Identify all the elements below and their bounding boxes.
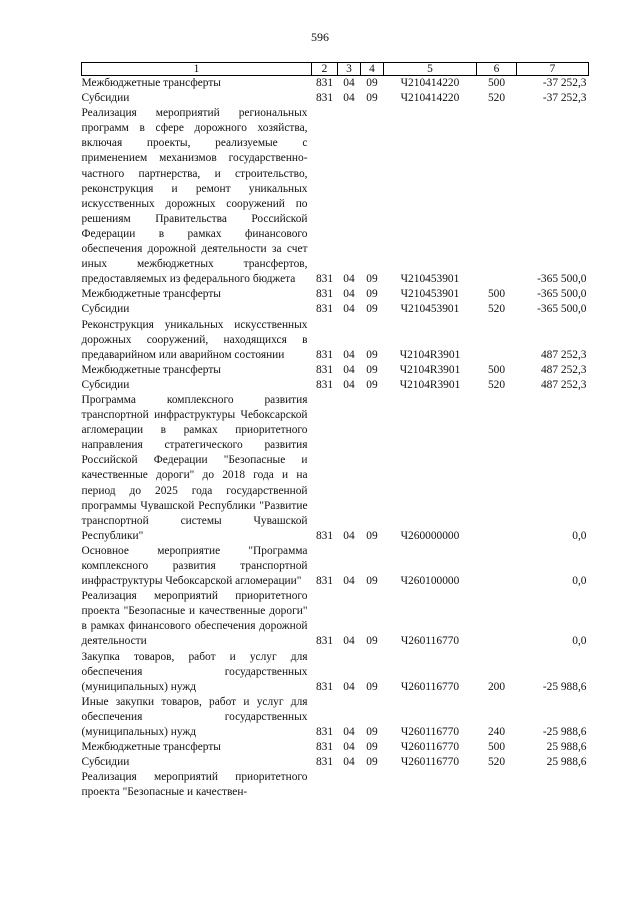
expense-type-code [477, 393, 517, 544]
section-code: 04 [343, 529, 355, 542]
subsection-code: 09 [366, 273, 378, 286]
row-name: Межбюджетные трансферты [81, 741, 221, 754]
row-name: Межбюджетные трансферты [81, 77, 221, 89]
row-name: Реализация мероприятий региональных программ в сфере дорожного хозяйства, включая проекты, реализуемые с применением механизмов государственно-частного партнерства, и строительство, реконструкция и ремонт уникальных искусственных дорожных сооружений по решениям Правительства Российской Федерации в рамках финансового обеспечения дорожной деятельности за счет иных межбюджетных трансфертов, предоставляемых из федерального бюджета [81, 107, 308, 286]
target-article-code: Ч210414220 [400, 92, 460, 105]
subsection-code: 09 [366, 575, 378, 588]
target-article-code: Ч2104R3901 [399, 378, 461, 391]
amount: -25 988,6 [542, 726, 587, 739]
subsection-code: 09 [366, 635, 378, 648]
column-header: 4 [361, 63, 384, 76]
table-row [82, 91, 589, 106]
subsection-code: 09 [366, 756, 378, 769]
section-code: 04 [343, 273, 355, 286]
section-code [338, 770, 361, 800]
expense-type-code: 240 [487, 726, 506, 739]
table-row [82, 106, 589, 287]
target-article-code [384, 770, 477, 800]
row-name: Межбюджетные трансферты [81, 363, 221, 376]
expense-type-code: 520 [487, 303, 506, 316]
column-header: 6 [477, 63, 517, 76]
table-row [82, 650, 589, 695]
table-row [82, 589, 589, 649]
table-row [82, 378, 589, 393]
amount: -25 988,6 [542, 680, 587, 693]
expense-type-code [477, 318, 517, 363]
expense-type-code: 500 [487, 363, 506, 376]
amount: -365 500,0 [537, 273, 587, 286]
target-article-code: Ч2104R3901 [399, 348, 461, 361]
subsection-code: 09 [366, 363, 378, 376]
subsection-code: 09 [366, 378, 378, 391]
expense-type-code [477, 106, 517, 287]
expense-type-code: 500 [487, 288, 506, 301]
ministry-code: 831 [315, 303, 334, 316]
target-article-code: Ч260116770 [400, 635, 460, 648]
target-article-code: Ч260100000 [400, 575, 460, 588]
subsection-code: 09 [366, 680, 378, 693]
ministry-code: 831 [315, 680, 334, 693]
ministry-code: 831 [315, 529, 334, 542]
section-code: 04 [343, 575, 355, 588]
table-body [82, 76, 589, 801]
ministry-code: 831 [315, 635, 334, 648]
target-article-code: Ч210453901 [400, 288, 460, 301]
expense-type-code [477, 770, 517, 800]
row-name: Межбюджетные трансферты [81, 288, 221, 301]
table-row [82, 318, 589, 363]
amount: 487 252,3 [540, 378, 587, 391]
table-row [82, 363, 589, 378]
table-header-row [82, 63, 589, 76]
amount [517, 770, 589, 800]
ministry-code: 831 [315, 273, 334, 286]
amount: 487 252,3 [540, 348, 587, 361]
ministry-code [312, 770, 338, 800]
ministry-code: 831 [315, 77, 334, 89]
section-code: 04 [343, 348, 355, 361]
section-code: 04 [343, 303, 355, 316]
section-code: 04 [343, 288, 355, 301]
target-article-code: Ч210414220 [400, 77, 460, 89]
column-header: 5 [384, 63, 477, 76]
expense-type-code: 200 [487, 680, 506, 693]
table-row [82, 76, 589, 92]
subsection-code: 09 [366, 92, 378, 105]
expense-type-code: 500 [487, 77, 506, 89]
section-code: 04 [343, 726, 355, 739]
row-name: Субсидии [81, 378, 130, 391]
amount: 487 252,3 [540, 363, 587, 376]
page-number: 596 [311, 30, 329, 44]
target-article-code: Ч2104R3901 [399, 363, 461, 376]
target-article-code: Ч260116770 [400, 726, 460, 739]
amount: -37 252,3 [542, 92, 587, 105]
row-name: Закупка товаров, работ и услуг для обеспечения государственных (муниципальных) нужд [81, 650, 308, 693]
amount: 25 988,6 [546, 756, 587, 769]
ministry-code: 831 [315, 756, 334, 769]
row-name: Иные закупки товаров, работ и услуг для обеспечения государственных (муниципальных) нужд [81, 695, 308, 739]
amount: 0,0 [572, 529, 587, 542]
target-article-code: Ч260000000 [400, 529, 460, 542]
amount: 0,0 [572, 575, 587, 588]
section-code: 04 [343, 741, 355, 754]
ministry-code: 831 [315, 726, 334, 739]
ministry-code: 831 [315, 363, 334, 376]
amount: 0,0 [572, 635, 587, 648]
ministry-code: 831 [315, 741, 334, 754]
table-row [82, 544, 589, 589]
expense-type-code: 500 [487, 741, 506, 754]
amount: -365 500,0 [537, 288, 587, 301]
subsection-code: 09 [366, 529, 378, 542]
amount: -37 252,3 [542, 77, 587, 89]
row-name: Субсидии [81, 92, 130, 105]
row-name: Программа комплексного развития транспортной инфраструктуры Чебоксарской агломерации в рамках приоритетного направления стратегического развития Российской Федерации "Безопасные и качественные дороги" до 2018 года и на период до 2025 года государственной программы Чувашской Республики "Развитие транспортной системы Чувашской Республики" [81, 393, 308, 542]
table-row [82, 755, 589, 770]
expense-type-code: 520 [487, 756, 506, 769]
subsection-code: 09 [366, 288, 378, 301]
budget-table [81, 62, 589, 801]
expense-type-code: 520 [487, 378, 506, 391]
column-header: 1 [82, 63, 312, 76]
row-name: Реализация мероприятий приоритетного проекта "Безопасные и качественные дороги" в рамках финансового обеспечения дорожной деятельности [81, 590, 308, 648]
target-article-code: Ч210453901 [400, 303, 460, 316]
expense-type-code [477, 589, 517, 649]
subsection-code: 09 [366, 303, 378, 316]
table-row [82, 287, 589, 302]
amount: -365 500,0 [537, 303, 587, 316]
section-code: 04 [343, 77, 355, 89]
section-code: 04 [343, 92, 355, 105]
row-name: Субсидии [81, 756, 130, 769]
ministry-code: 831 [315, 288, 334, 301]
ministry-code: 831 [315, 92, 334, 105]
section-code: 04 [343, 363, 355, 376]
expense-type-code: 520 [487, 92, 506, 105]
subsection-code [361, 770, 384, 800]
expense-type-code [477, 544, 517, 589]
row-name: Субсидии [81, 303, 130, 316]
target-article-code: Ч260116770 [400, 741, 460, 754]
amount: 25 988,6 [546, 741, 587, 754]
row-name: Реализация мероприятий приоритетного проекта "Безопасные и качествен- [81, 771, 308, 799]
ministry-code: 831 [315, 348, 334, 361]
target-article-code: Ч210453901 [400, 273, 460, 286]
row-name: Реконструкция уникальных искусственных дорожных сооружений, находящихся в предаварийном или аварийном состоянии [81, 318, 308, 361]
table-row [82, 393, 589, 544]
column-header: 3 [338, 63, 361, 76]
section-code: 04 [343, 680, 355, 693]
subsection-code: 09 [366, 77, 378, 89]
column-header: 2 [312, 63, 338, 76]
section-code: 04 [343, 635, 355, 648]
table-row [82, 695, 589, 740]
column-header: 7 [517, 63, 589, 76]
section-code: 04 [343, 756, 355, 769]
subsection-code: 09 [366, 741, 378, 754]
table-row [82, 740, 589, 755]
section-code: 04 [343, 378, 355, 391]
row-name: Основное мероприятие "Программа комплексного развития транспортной инфраструктуры Чебоксарской агломерации" [81, 544, 308, 588]
subsection-code: 09 [366, 726, 378, 739]
ministry-code: 831 [315, 575, 334, 588]
target-article-code: Ч260116770 [400, 680, 460, 693]
table-row [82, 770, 589, 800]
ministry-code: 831 [315, 378, 334, 391]
target-article-code: Ч260116770 [400, 756, 460, 769]
subsection-code: 09 [366, 348, 378, 361]
table-row [82, 302, 589, 317]
